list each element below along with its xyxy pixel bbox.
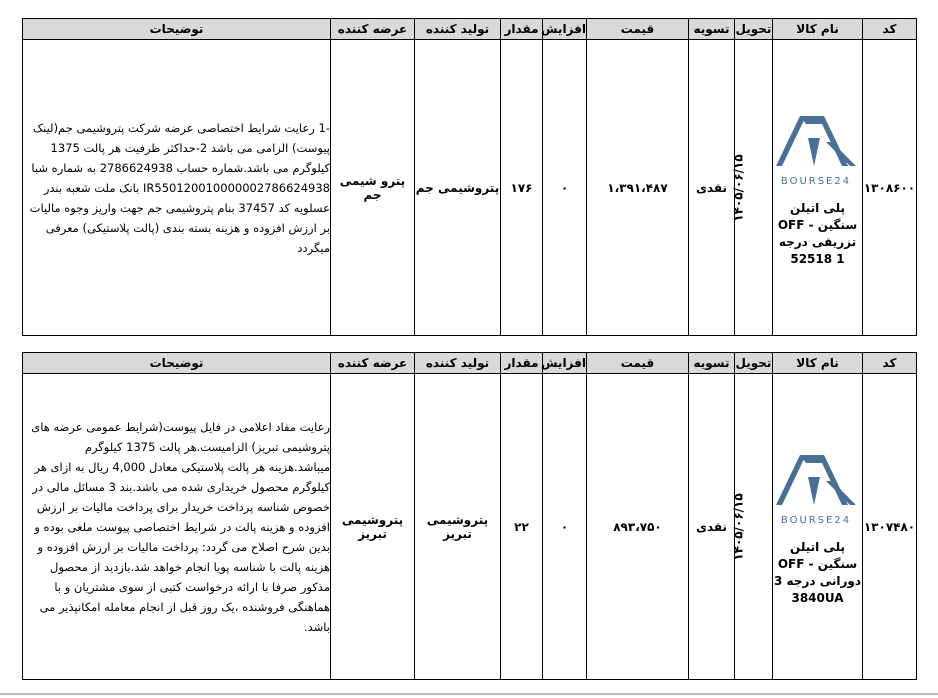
cell-supplier: پتروشیمی تبریز bbox=[331, 374, 415, 680]
cell-delivery bbox=[731, 40, 773, 336]
cell-quantity: ۲۲ bbox=[501, 374, 543, 680]
cell-description: رعایت مفاد اعلامی در فایل پیوست(شرایط عمومی عرضه های پتروشیمی تبریز) الزامیست.هر پالت 1375 کیلوگرم میباشد.هزینه هر پالت پلاستیکی معادل 4,000 ریال به ازای هر کیلوگرم محصول خریداری شده می باشد.بند 3 مسائل مالی در خصوص شناسه پرداخت خریدار برای پرداخت مالیات بر ارزش افزوده و هزینه پالت در شرایط اختصاصی پیوست ملغی بوده و بدین شرح اصلاح می گردد: پرداخت مالیات بر ارزش افزوده و هزینه پالت با شناسه پویا انجام خواهد شد.بازدید از محصول مذکور صرفا با ارائه درخواست کتبی از سوی مشتریان و با هماهنگی فروشنده ،یک روز قبل از انجام معامله امکانپذیر می باشد. bbox=[23, 374, 331, 680]
cell-increase: ۰ bbox=[543, 374, 587, 680]
table-header-row bbox=[23, 353, 917, 374]
cell-code: ۱۳۰۷۴۸۰ bbox=[863, 374, 917, 680]
header-settlement: تسویه bbox=[689, 19, 735, 40]
header-code: کد bbox=[863, 19, 917, 40]
header-supplier: عرضه کننده bbox=[331, 353, 415, 374]
cell-description: -1 رعایت شرایط اختصاصی عرضه شرکت پتروشیمی جم(لینک پیوست) الزامی می باشد 2-حداکثر ظرفیت هر پالت 1375 کیلوگرم می باشد.شماره حساب 2786624938 به شماره شبا IR550120010000002786624938 بانک ملت شعبه بندر عسلویه کد 37457 بنام پتروشیمی جم جهت واریز وجوه مالیات بر ارزش افزوده و هزینه بسته بندی (پالت پلاستیکی) معرفی میگردد bbox=[23, 40, 331, 336]
bottom-divider bbox=[0, 693, 938, 695]
header-price: قیمت bbox=[587, 353, 689, 374]
cell-supplier: پترو شیمی جم bbox=[331, 40, 415, 336]
offer-table-2 bbox=[22, 352, 917, 680]
cell-product bbox=[773, 40, 863, 336]
header-quantity: مقدار bbox=[501, 353, 543, 374]
delivery-date: ۱۴۰۵/۰۶/۱۵ bbox=[731, 153, 746, 222]
header-description: توضیحات bbox=[23, 19, 331, 40]
cell-product bbox=[773, 374, 863, 680]
table-row bbox=[23, 40, 917, 336]
header-increase: افزایش bbox=[543, 353, 587, 374]
header-producer: تولید کننده bbox=[415, 19, 501, 40]
table-header-row bbox=[23, 19, 917, 40]
cell-settlement: نقدی bbox=[689, 40, 735, 336]
table-row bbox=[23, 374, 917, 680]
cell-code: ۱۳۰۸۶۰۰ bbox=[863, 40, 917, 336]
svg-text:BOURSE24: BOURSE24 bbox=[780, 514, 852, 526]
header-name: نام کالا bbox=[773, 353, 863, 374]
header-delivery: تحویل bbox=[735, 19, 773, 40]
cell-price: ۸۹۳،۷۵۰ bbox=[587, 374, 689, 680]
bourse24-logo bbox=[770, 447, 862, 531]
header-supplier: عرضه کننده bbox=[331, 19, 415, 40]
offer-table-1 bbox=[22, 18, 917, 336]
header-description: توضیحات bbox=[23, 353, 331, 374]
bourse24-logo bbox=[770, 108, 862, 192]
cell-increase: ۰ bbox=[543, 40, 587, 336]
delivery-date: ۱۴۰۵/۰۶/۱۵ bbox=[731, 492, 746, 561]
cell-delivery bbox=[731, 374, 773, 680]
cell-quantity: ۱۷۶ bbox=[501, 40, 543, 336]
header-name: نام کالا bbox=[773, 19, 863, 40]
header-increase: افزایش bbox=[543, 19, 587, 40]
product-name: پلی اتیلن سنگین - OFF دورانی درجه 3 3840UA bbox=[774, 539, 861, 605]
header-settlement: تسویه bbox=[689, 353, 735, 374]
header-delivery: تحویل bbox=[735, 353, 773, 374]
header-quantity: مقدار bbox=[501, 19, 543, 40]
header-code: کد bbox=[863, 353, 917, 374]
product-name: پلی اتیلن سنگین - OFF تزریقی درجه 1 52518 bbox=[777, 200, 858, 266]
header-producer: تولید کننده bbox=[415, 353, 501, 374]
cell-producer: پتروشیمی تبریز bbox=[415, 374, 501, 680]
cell-settlement: نقدی bbox=[689, 374, 735, 680]
cell-price: ۱،۳۹۱،۴۸۷ bbox=[587, 40, 689, 336]
header-price: قیمت bbox=[587, 19, 689, 40]
cell-producer: پتروشیمی جم bbox=[415, 40, 501, 336]
svg-text:BOURSE24: BOURSE24 bbox=[780, 175, 852, 187]
